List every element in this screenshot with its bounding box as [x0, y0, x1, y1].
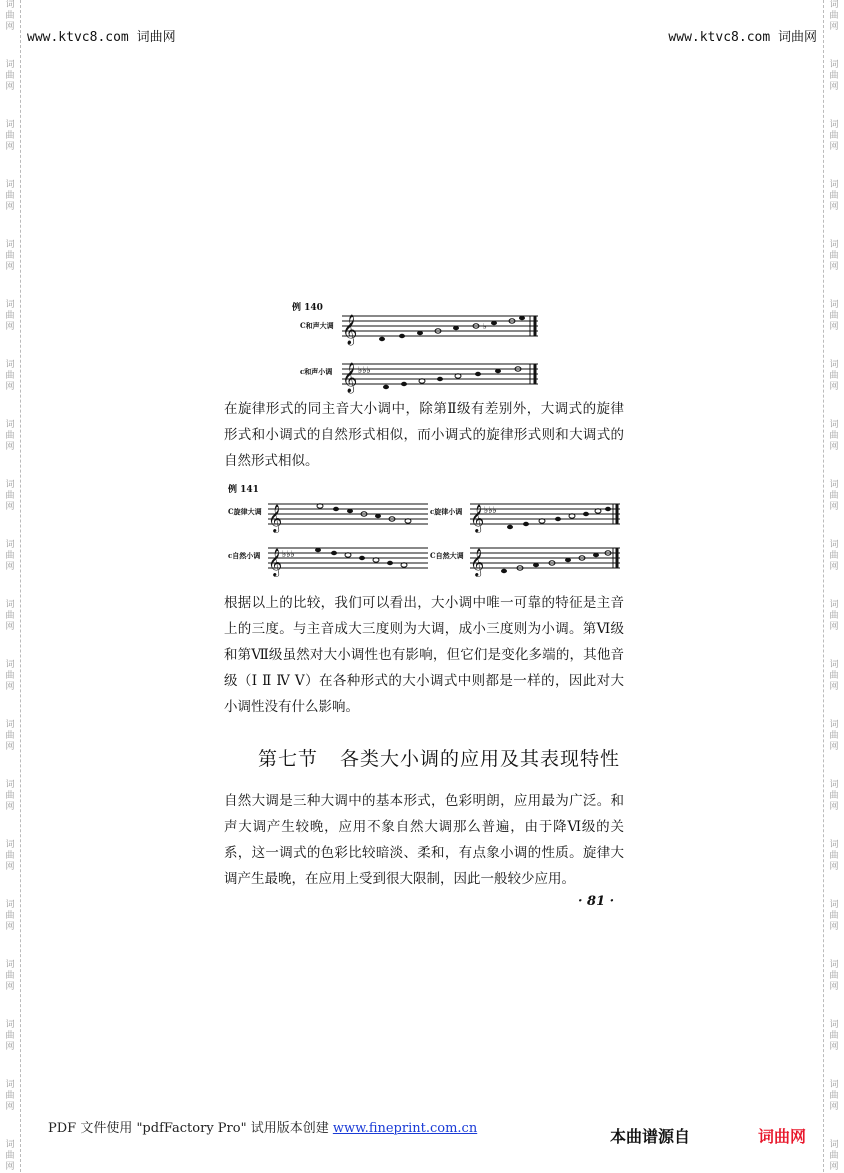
watermark-glyph: 词 曲 网: [5, 120, 15, 152]
note: [605, 507, 611, 511]
left-watermark-strip: [0, 0, 21, 1172]
note: [453, 326, 459, 330]
watermark-glyph: 词 曲 网: [5, 360, 15, 392]
watermark-glyph: 词 曲 网: [5, 1080, 15, 1112]
watermark-glyph: 词 曲 网: [5, 720, 15, 752]
note: [437, 377, 443, 381]
watermark-glyph: 词 曲 网: [829, 300, 839, 332]
note: [583, 512, 589, 516]
watermark-glyph: 词 曲 网: [829, 1020, 839, 1052]
watermark-glyph: 词 曲 网: [829, 660, 839, 692]
treble-clef-icon: 𝄞: [470, 548, 485, 576]
watermark-glyph: 词 曲 网: [5, 780, 15, 812]
staff-c-melodic-minor: [470, 500, 622, 532]
note: [399, 334, 405, 338]
staff-c-melodic-major: [268, 500, 430, 532]
note: [401, 382, 407, 386]
note: [475, 372, 481, 376]
watermark-glyph: 词 曲 网: [5, 60, 15, 92]
watermark-glyph: 词 曲 网: [829, 240, 839, 272]
staff-c-harmonic-major: [342, 312, 542, 345]
staff-c-natural-minor: [268, 544, 430, 576]
note: [375, 514, 381, 518]
staff-c-harmonic-minor: [342, 360, 542, 393]
treble-clef-icon: 𝄞: [342, 363, 358, 393]
note: [315, 548, 321, 552]
treble-clef-icon: 𝄞: [470, 504, 485, 532]
watermark-glyph: 词 曲 网: [829, 480, 839, 512]
staff-label-c-melodic-major: C旋律大调: [228, 507, 262, 516]
note: [387, 561, 393, 565]
staff-label-c-harmonic-minor: c和声小调: [300, 367, 333, 376]
key-signature-flats: ♭♭♭: [282, 550, 295, 560]
paragraph-2: 根据以上的比较，我们可以看出，大小调中唯一可靠的特征是主音上的三度。与主音成大三度则为大调，成小三度则为小调。第Ⅵ级和第Ⅶ级虽然对大小调性也有影响，但它们是变化多端的，其他音级（Ⅰ Ⅱ Ⅳ Ⅴ）在各种形式的大小调式中则都是一样的，因此对大小调性没有什么影响。: [224, 595, 624, 715]
note: [507, 525, 513, 529]
footer-source: 本曲谱源自: [610, 1127, 691, 1146]
example-140-label: 例 140: [292, 303, 323, 313]
watermark-glyph: 词 曲 网: [5, 540, 15, 572]
header-left-site[interactable]: www.ktvc8.com 词曲网: [27, 30, 176, 45]
watermark-glyph: 词 曲 网: [5, 900, 15, 932]
watermark-glyph: 词 曲 网: [829, 420, 839, 452]
watermark-glyph: 词 曲 网: [829, 960, 839, 992]
watermark-glyph: 词 曲 网: [5, 420, 15, 452]
watermark-glyph: 词 曲 网: [829, 60, 839, 92]
note: [555, 517, 561, 521]
page-number: · 81 ·: [578, 894, 615, 909]
staff-label-c-harmonic-major: C和声大调: [300, 321, 334, 330]
paragraph-1: 在旋律形式的同主音大小调中，除第Ⅱ级有差别外，大调式的旋律形式和小调式的自然形式相似，而小调式的旋律形式则和大调式的自然形式相似。: [224, 401, 624, 469]
watermark-glyph: 词 曲 网: [829, 840, 839, 872]
footer-brand[interactable]: 词曲网: [758, 1127, 807, 1146]
note: [533, 563, 539, 567]
watermark-glyph: 词 曲 网: [5, 1140, 15, 1172]
note: [383, 385, 389, 389]
section-number: 第七节: [258, 748, 319, 770]
watermark-glyph: 词 曲 网: [5, 960, 15, 992]
watermark-glyph: 词 曲 网: [829, 540, 839, 572]
watermark-glyph: 词 曲 网: [829, 720, 839, 752]
watermark-glyph: 词 曲 网: [5, 180, 15, 212]
watermark-glyph: 词 曲 网: [829, 180, 839, 212]
watermark-glyph: 词 曲 网: [829, 780, 839, 812]
staff-label-c-melodic-minor: c旋律小调: [430, 507, 463, 516]
header-right-site[interactable]: www.ktvc8.com 词曲网: [668, 30, 817, 45]
key-signature-flats: ♭♭♭: [358, 366, 371, 376]
staff-label-c-natural-major: C自然大调: [430, 551, 464, 560]
note: [523, 522, 529, 526]
staff-lines: [470, 548, 620, 568]
note: [331, 551, 337, 555]
right-watermark-strip: [823, 0, 844, 1172]
watermark-glyph: 词 曲 网: [5, 480, 15, 512]
paragraph-3: 自然大调是三种大调中的基本形式，色彩明朗，应用最为广泛。和声大调产生较晚，应用不象自然大调那么普遍，由于降Ⅵ级的关系，这一调式的色彩比较暗淡、柔和，有点象小调的性质。旋律大调产生最晚，在应用上受到很大限制，因此一般较少应用。: [224, 793, 624, 887]
footer-pdf-note: [48, 1117, 477, 1136]
staff-label-c-natural-minor: c自然小调: [228, 551, 261, 560]
footer-text: PDF 文件使用 "pdfFactory Pro" 试用版本创建: [48, 1121, 333, 1136]
footer-link[interactable]: www.fineprint.com.cn: [332, 1121, 478, 1136]
note: [379, 337, 385, 341]
treble-clef-icon: 𝄞: [342, 315, 358, 345]
section-heading: [258, 744, 620, 771]
watermark-glyph: 词 曲 网: [5, 1020, 15, 1052]
staff-lines: [268, 504, 428, 524]
treble-clef-icon: 𝄞: [268, 548, 283, 576]
treble-clef-icon: 𝄞: [268, 504, 283, 532]
example-141-label: 例 141: [228, 485, 259, 495]
note: [519, 316, 525, 320]
watermark-glyph: 词 曲 网: [829, 0, 839, 32]
note: [333, 507, 339, 511]
watermark-glyph: 词 曲 网: [5, 840, 15, 872]
note: [565, 558, 571, 562]
watermark-glyph: 词 曲 网: [829, 120, 839, 152]
watermark-glyph: 词 曲 网: [829, 600, 839, 632]
note: [593, 553, 599, 557]
note: [359, 556, 365, 560]
watermark-glyph: 词 曲 网: [5, 660, 15, 692]
key-signature-flats: ♭♭♭: [484, 506, 497, 516]
note: [501, 569, 507, 573]
note: [495, 369, 501, 373]
watermark-glyph: 词 曲 网: [5, 600, 15, 632]
flat-icon: ♭: [483, 322, 487, 331]
note: [347, 509, 353, 513]
watermark-glyph: 词 曲 网: [5, 300, 15, 332]
note: [491, 321, 497, 325]
note: [417, 331, 423, 335]
section-title: 各类大小调的应用及其表现特性: [340, 748, 621, 770]
watermark-glyph: 词 曲 网: [829, 1080, 839, 1112]
watermark-glyph: 词 曲 网: [5, 240, 15, 272]
watermark-glyph: 词 曲 网: [829, 360, 839, 392]
staff-c-natural-major: [470, 544, 622, 576]
watermark-glyph: 词 曲 网: [829, 1140, 839, 1172]
watermark-glyph: 词 曲 网: [5, 0, 15, 32]
watermark-glyph: 词 曲 网: [829, 900, 839, 932]
